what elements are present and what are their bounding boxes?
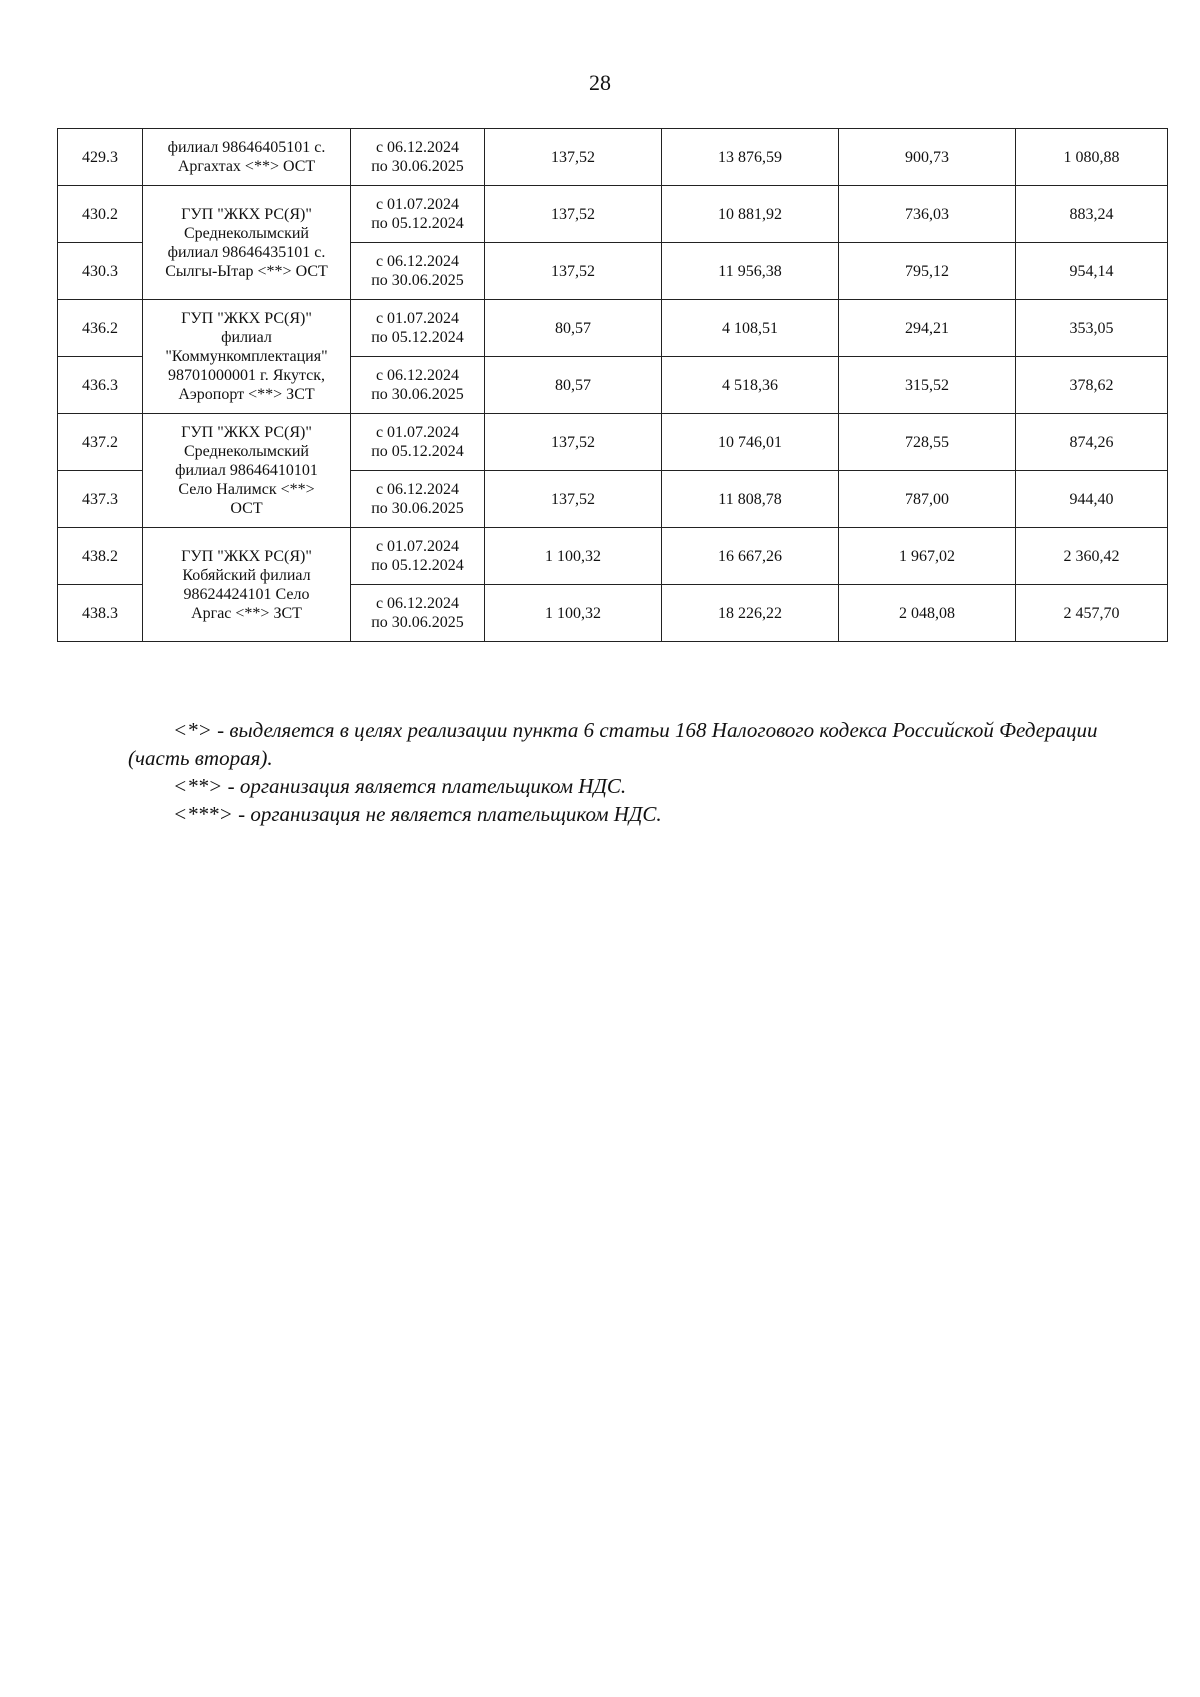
value-col-2: 4 108,51 <box>662 300 839 357</box>
organization-line: филиал <box>221 329 272 346</box>
period-start: с 06.12.2024 <box>375 595 460 612</box>
value-col-1: 137,52 <box>485 414 662 471</box>
value-col-4: 353,05 <box>1016 300 1168 357</box>
value-col-1: 80,57 <box>485 357 662 414</box>
value-col-1: 1 100,32 <box>485 528 662 585</box>
value-col-1: 1 100,32 <box>485 585 662 642</box>
organization-cell <box>143 300 351 414</box>
row-number: 430.2 <box>58 186 143 243</box>
period-start: с 06.12.2024 <box>375 253 460 270</box>
value-col-4: 874,26 <box>1016 414 1168 471</box>
period-cell <box>351 300 485 357</box>
value-col-2: 11 808,78 <box>662 471 839 528</box>
value-col-3: 787,00 <box>839 471 1016 528</box>
row-number: 437.2 <box>58 414 143 471</box>
organization-line: ГУП "ЖКХ РС(Я)" <box>181 547 312 565</box>
value-col-3: 2 048,08 <box>839 585 1016 642</box>
value-col-3: 736,03 <box>839 186 1016 243</box>
period-start: с 01.07.2024 <box>375 310 460 327</box>
value-col-1: 137,52 <box>485 129 662 186</box>
organization-cell <box>143 186 351 300</box>
period-start: с 06.12.2024 <box>375 481 460 498</box>
row-number: 436.3 <box>58 357 143 414</box>
footnote-vat-non-payer: <***> - организация не является плательщиком НДС. <box>173 802 662 826</box>
period-cell <box>351 528 485 585</box>
table-row <box>58 129 1168 186</box>
value-col-2: 10 746,01 <box>662 414 839 471</box>
organization-cell <box>143 129 351 186</box>
organization-line: ГУП "ЖКХ РС(Я)" <box>181 424 312 441</box>
row-number: 430.3 <box>58 243 143 300</box>
value-col-3: 728,55 <box>839 414 1016 471</box>
value-col-2: 4 518,36 <box>662 357 839 414</box>
period-start: с 06.12.2024 <box>375 139 460 156</box>
period-cell <box>351 243 485 300</box>
organization-line: ОСТ <box>230 500 263 517</box>
organization-line: ГУП "ЖКХ РС(Я)" <box>181 310 312 327</box>
organization-cell <box>143 528 351 642</box>
value-col-3: 1 967,02 <box>839 528 1016 585</box>
value-col-2: 13 876,59 <box>662 129 839 186</box>
footnote-vat-allocated: <*> - выделяется в целях реализации пункта 6 статьи 168 Налогового кодекса Российской Федерации (часть вторая). <box>128 718 1098 770</box>
footnotes <box>128 716 1118 828</box>
period-cell <box>351 585 485 642</box>
organization-line: Среднеколымский <box>184 224 309 242</box>
organization-line: 98701000001 г. Якутск, <box>167 367 326 384</box>
row-number: 438.3 <box>58 585 143 642</box>
organization-line: Аргахтах <**> ОСТ <box>177 158 316 175</box>
value-col-4: 944,40 <box>1016 471 1168 528</box>
organization-line: ГУП "ЖКХ РС(Я)" <box>181 205 312 223</box>
value-col-3: 900,73 <box>839 129 1016 186</box>
value-col-2: 18 226,22 <box>662 585 839 642</box>
period-end: по 05.12.2024 <box>371 443 464 460</box>
value-col-2: 16 667,26 <box>662 528 839 585</box>
organization-line: Село Налимск <**> <box>178 481 315 498</box>
value-col-3: 315,52 <box>839 357 1016 414</box>
tariff-table <box>57 128 1168 642</box>
period-cell <box>351 186 485 243</box>
organization-line: Среднеколымский <box>184 443 309 460</box>
period-end: по 05.12.2024 <box>371 329 464 346</box>
value-col-2: 10 881,92 <box>662 186 839 243</box>
period-start: с 06.12.2024 <box>375 367 460 384</box>
value-col-1: 80,57 <box>485 300 662 357</box>
period-cell <box>351 129 485 186</box>
organization-line: Аэропорт <**> ЗСТ <box>178 386 315 403</box>
value-col-2: 11 956,38 <box>662 243 839 300</box>
footnote-vat-payer: <**> - организация является плательщиком НДС. <box>173 774 627 798</box>
period-start: с 01.07.2024 <box>375 196 460 213</box>
period-cell <box>351 414 485 471</box>
row-number: 429.3 <box>58 129 143 186</box>
organization-line: 98624424101 Село <box>183 585 310 603</box>
value-col-4: 2 457,70 <box>1016 585 1168 642</box>
period-start: с 01.07.2024 <box>375 424 460 441</box>
period-end: по 30.06.2025 <box>371 386 464 403</box>
organization-line: Аргас <**> ЗСТ <box>191 604 302 622</box>
row-number: 438.2 <box>58 528 143 585</box>
period-cell <box>351 471 485 528</box>
value-col-4: 954,14 <box>1016 243 1168 300</box>
table-row <box>58 414 1168 471</box>
value-col-3: 795,12 <box>839 243 1016 300</box>
organization-line: филиал 98646410101 <box>175 462 318 479</box>
period-end: по 30.06.2025 <box>371 272 464 289</box>
organization-line: филиал 98646435101 с. <box>167 243 326 261</box>
page-number: 28 <box>589 70 611 95</box>
organization-line: Кобяйский филиал <box>182 566 311 584</box>
value-col-4: 883,24 <box>1016 186 1168 243</box>
period-end: по 30.06.2025 <box>371 500 464 517</box>
value-col-4: 1 080,88 <box>1016 129 1168 186</box>
period-end: по 05.12.2024 <box>371 215 464 232</box>
organization-line: Сылгы-Ытар <**> ОСТ <box>165 262 328 280</box>
row-number: 436.2 <box>58 300 143 357</box>
value-col-4: 2 360,42 <box>1016 528 1168 585</box>
table-row <box>58 300 1168 357</box>
period-end: по 30.06.2025 <box>371 158 464 175</box>
period-end: по 05.12.2024 <box>371 557 464 574</box>
value-col-1: 137,52 <box>485 471 662 528</box>
organization-line: "Коммункомплектация" <box>165 348 328 365</box>
period-start: с 01.07.2024 <box>375 538 460 555</box>
period-cell <box>351 357 485 414</box>
value-col-4: 378,62 <box>1016 357 1168 414</box>
period-end: по 30.06.2025 <box>371 614 464 631</box>
value-col-1: 137,52 <box>485 186 662 243</box>
organization-cell <box>143 414 351 528</box>
value-col-1: 137,52 <box>485 243 662 300</box>
value-col-3: 294,21 <box>839 300 1016 357</box>
row-number: 437.3 <box>58 471 143 528</box>
table-row <box>58 528 1168 585</box>
organization-line: филиал 98646405101 с. <box>167 139 326 156</box>
table-row <box>58 186 1168 243</box>
